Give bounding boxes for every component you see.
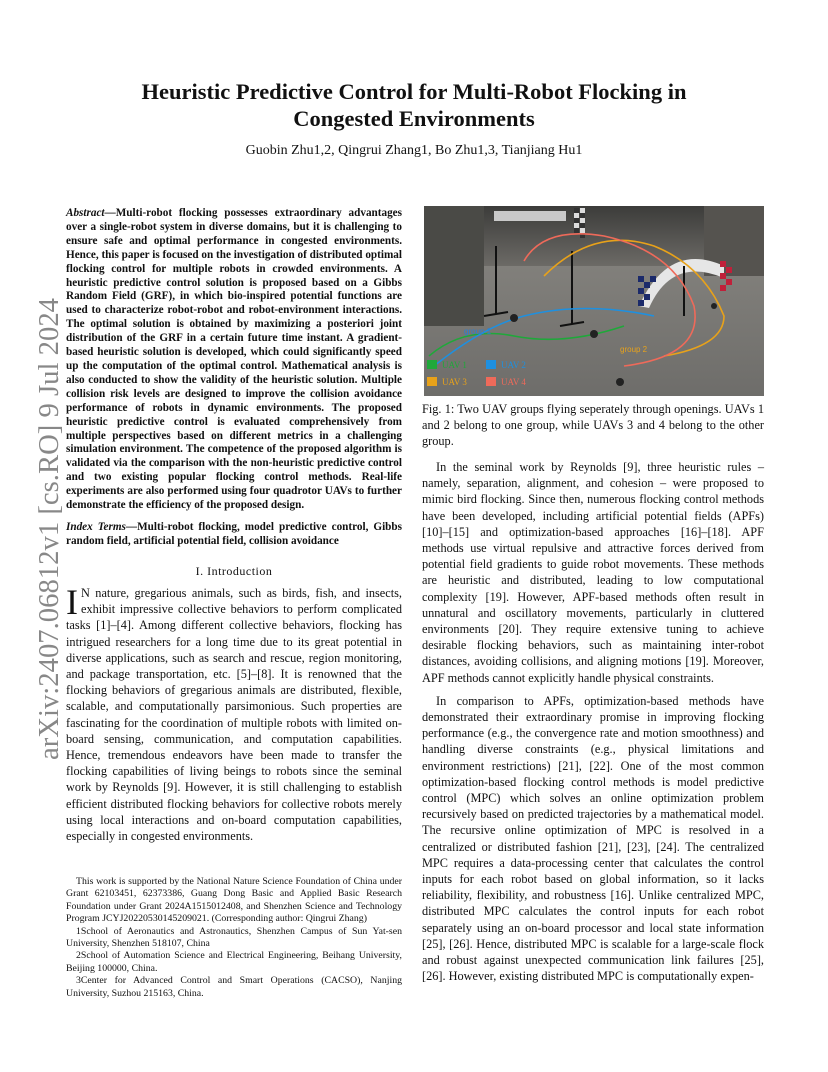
index-terms (66, 521, 402, 549)
uav-4-swatch (486, 377, 496, 386)
index-terms-text: —Multi-robot flocking, model predictive control, Gibbs random field, artificial potential field, collision avoidance (66, 520, 402, 547)
abstract-label: Abstract (66, 207, 105, 219)
uav-1-legend: UAV 1 (442, 360, 467, 370)
abstract (66, 207, 402, 513)
uav-2-swatch (486, 360, 496, 369)
abstract-text: —Multi-robot flocking possesses extraordinary advantages over a single-robot system in diverse domains, but it is challenging to ensure safe and optimal performance in congested environments. Hence, this paper is focused on the investigation of distributed optimal flocking control for multiple robots in crowded environments. A heuristic predictive control solution is proposed based on a Gibbs Random Field (GRF), in which bio-inspired potential functions are used to characterize robot-robot and robot-environment interactions. The optimal solution is obtained by maximizing a posteriori joint distribution of the GRF in a certain future time instant. A gradient-based heuristic solution is developed, which could significantly speed up the computation of the optimal control. Mathematical analysis is also conducted to show the validity of the heuristic solution. Multiple collision risk levels are designed to improve the collision avoidance performance of robots in dynamic environments. The proposed heuristic predictive control is evaluated comprehensively from multiple perspectives based on different metrics in a challenging simulation environment. The competence of the proposed algorithm is validated via the comparison with the non-heuristic predictive control and two existing popular flocking control methods. Real-life experiments are also performed using four quadrotor UAVs to further demonstrate the efficiency of the proposed design. (66, 207, 402, 512)
right-paragraph-2: In comparison to APFs, optimization-based methods have demonstrated their extraordinary promise in improving flocking performance (e.g., the convergence rate and motion smoothness) and handling diverse constraints (e.g., physical limitations and environment restrictions) [21], [22]. One of the most common optimization-based flocking control methods is model predictive control (MPC) which solves an online optimization problem recursively based on predicted trajectories by a mathematical model. The recursive online optimization of MPC is resolved in a centralized or distributed fashion [21], [23], [24]. The centralized MPC requires a data-processing center that calculates the control inputs for each robot based on global information, so it lacks reliability, flexibility, and robustness [16]. Unlike centralized MPC, distributed MPC calculates the control inputs for each robot separately using an on-board processor and local state information [25], [26]. Hence, distributed MPC is scalable for a large-scale flock and robust against unexpected communication link failures [25], [26]. However, existing distributed MPC is computationally expen- (422, 693, 764, 984)
footnote-affil-1: 1School of Aeronautics and Astronautics, Shenzhen Campus of Sun Yat-sen University, Shenzhen 518107, China (66, 925, 402, 950)
right-column (422, 459, 764, 985)
dropcap: I (66, 581, 78, 622)
footnote-funding: This work is supported by the National Nature Science Foundation of China under Grant 62103451, 62373386, Guang Dong Basic and Applied Basic Research Foundation under Grant 2024A1515012408, and Shenzhen Science and Technology Program JCYJ20220530145209021. (Corresponding author: Qingrui Zhang) (66, 876, 402, 925)
arxiv-stamp (22, 288, 70, 768)
uav-3-swatch (427, 377, 437, 386)
figure-photo (424, 206, 764, 396)
right-paragraph-1: In the seminal work by Reynolds [9], three heuristic rules – namely, separation, alignment, and cohesion – were proposed to mimic bird flocking. Since then, numerous flocking control methods have been developed, including artificial potential fields (APFs) [10]–[15] and optimization-based approaches [16]–[18]. APF methods use virtual repulsive and attractive forces derived from potential field gradients to guide robot movements. These methods are heuristic and distributed, leading to low computational complexity [19]. However, APF-based methods often result in unnatural and oscillatory movements, particularly in cluttered environments [20]. They require extensive tuning to achieve desirable flocking behaviors, such as maintaining inter-robot distances, avoiding collisions, and aligning motions [19]. Moreover, APF methods cannot explicitly handle physical constraints. (422, 460, 764, 685)
uav-4-legend: UAV 4 (501, 377, 526, 387)
index-terms-label: Index Terms (66, 520, 126, 533)
footnote-affil-3: 3Center for Advanced Control and Smart Operations (CACSO), Nanjing University, Suzhou 215163, China. (66, 975, 402, 999)
uav-1-swatch (427, 360, 437, 369)
uav-2-legend: UAV 2 (501, 360, 526, 370)
arxiv-stamp-text: arXiv:2407.06812v1 [cs.RO] 9 Jul 2024 (34, 308, 65, 760)
paper-title: Heuristic Predictive Control for Multi-Robot Flocking in Congested Environments (141, 79, 687, 131)
intro-text: N nature, gregarious animals, such as birds, fish, and insects, exhibit impressive collective behaviors to perform complicated tasks [1]–[4]. Among different collective behaviors, flocking has intrigued researchers for a long time due to its great potential in diverse applications, such as search and rescue, region monitoring, and package transportation, etc. [5]–[8]. It is renowned that the flocking behaviors of gregarious animals are distributed, flexible, scalable, and computationally parsimonious. Such properties are fascinating for the coordination of multiple robots with limited on-board sensing, communication, and computation capabilities. Hence, tremendous endeavors have been made to transfer the flocking capabilities of living beings to robots since the seminal work by Reynolds [9]. However, it is still challenging to establish efficient distributed flocking behaviors for collective robots merely using local interactions and on-board computation capabilities, especially in congested environments. (66, 585, 402, 843)
figure-caption: Fig. 1: Two UAV groups flying seperately through openings. UAVs 1 and 2 belong to one group, while UAVs 3 and 4 belong to the other group. (422, 402, 764, 449)
group-2-label: group 2 (620, 345, 648, 354)
footnotes (66, 876, 402, 1000)
author-list: Guobin Zhu1,2, Qingrui Zhang1, Bo Zhu1,3, Tianjiang Hu1 (245, 143, 583, 158)
uav-3-legend: UAV 3 (442, 377, 467, 387)
intro-paragraph (66, 581, 402, 844)
section-heading: I. Introduction (195, 563, 273, 578)
left-column (66, 207, 402, 844)
group-1-label: group 1 (464, 327, 492, 336)
footnote-affil-2: 2School of Automation Science and Electrical Engineering, Beihang University, Beijing 100000, China. (66, 950, 402, 974)
